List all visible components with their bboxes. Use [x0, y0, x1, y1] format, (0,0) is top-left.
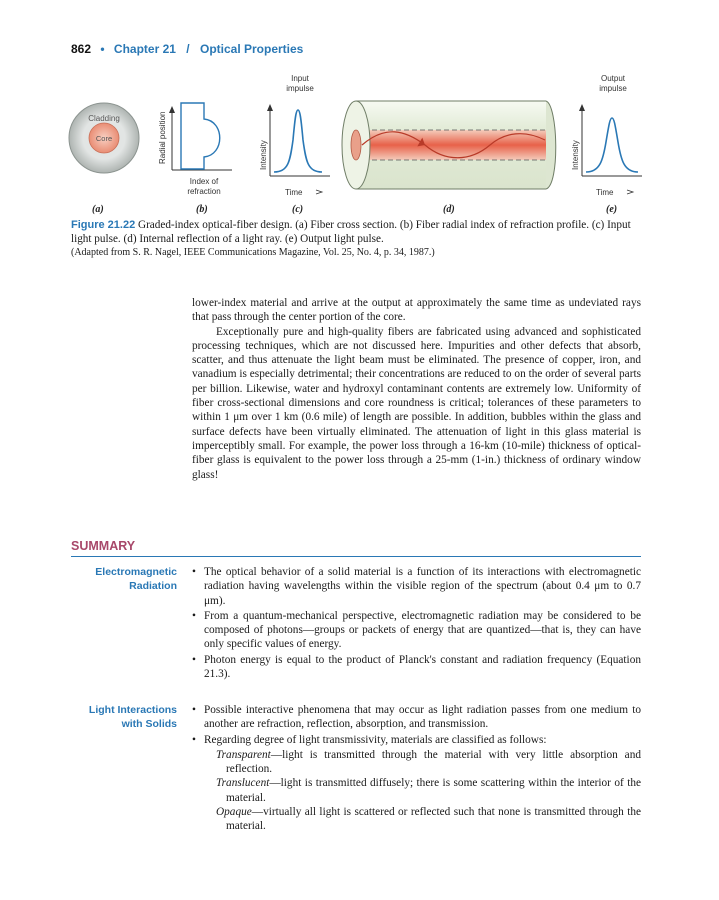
list-item: • Regarding degree of light transmissivity, materials are classified as follows:: [192, 733, 547, 746]
panel-c-time-arrow: [316, 190, 322, 194]
panel-d-letter: (d): [443, 204, 455, 215]
panel-c-input-pulse: [259, 74, 330, 215]
class-definition: —light is transmitted through the material with very little absorption and reflection.: [226, 748, 641, 776]
page-number: 862: [71, 42, 92, 56]
header-separator: •: [100, 42, 105, 56]
panel-b-index-profile: [158, 103, 232, 215]
bullet-text: From a quantum-mechanical perspective, electromagnetic radiation may be considered to be composed of photons—groups or packets of energy that are quantized—that is, they can have only specific values of energy.: [204, 609, 641, 651]
panel-b-letter: (b): [196, 204, 208, 215]
section-head-line: Electromagnetic: [95, 566, 177, 578]
summary-title: SUMMARY: [71, 539, 136, 553]
panel-c-title-2: impulse: [286, 84, 314, 93]
bullet-text: Photon energy is equal to the product of Planck's constant and radiation frequency (Equation 21.3).: [204, 653, 641, 681]
chapter-number: Chapter 21: [113, 42, 176, 56]
caption-text: Graded-index optical-fiber design. (a) Fiber cross section. (b) Fiber radial index of refraction profile. (c) Input light pulse. (d) Internal reflection of a light ray. (e) Output light pulse.: [71, 219, 631, 245]
fiber-core: [356, 130, 546, 160]
class-item-opaque: [192, 805, 641, 834]
core-label: Core: [95, 134, 113, 143]
section-head-light-interactions: [71, 703, 177, 731]
class-term: Opaque: [216, 806, 252, 819]
section-head-line: Light Interactions: [88, 704, 177, 716]
bullet-text: The optical behavior of a solid material is a function of its interactions with electromagnetic radiation having wavelengths within the visible region of the spectrum (about 0.4 μm to 0.7 μm).: [204, 566, 641, 607]
figure-21-22: [0, 0, 719, 220]
panel-e-y-label: Intensity: [571, 140, 580, 170]
panel-b-x-label-1: Index of: [189, 177, 219, 186]
list-item: • The optical behavior of a solid material is a function of its interactions with electromagnetic radiation having wavelengths within the visible region of the spectrum (about 0.4 μm to 0.7 μm).: [192, 566, 641, 607]
panel-e-y-arrow: [579, 104, 585, 111]
class-item-transparent: [192, 748, 641, 777]
fiber-far-end: [546, 101, 556, 189]
cladding-label: Cladding: [88, 114, 120, 123]
caption-source: (Adapted from S. R. Nagel, IEEE Communications Magazine, Vol. 25, No. 4, p. 34, 1987.): [71, 247, 435, 259]
caption-label: Figure 21.22: [71, 219, 136, 231]
panel-b-arrow: [169, 106, 175, 113]
section-head-em-radiation: [71, 565, 177, 593]
panel-e-title-2: impulse: [599, 84, 627, 93]
class-term: Transparent: [216, 748, 271, 761]
section-body-em-radiation: [192, 565, 641, 682]
bullet-text: Possible interactive phenomena that may occur as light radiation passes from one medium to another are refraction, reflection, absorption, and transmission.: [204, 704, 641, 731]
figure-caption: [71, 219, 641, 260]
class-term: Translucent: [216, 777, 270, 790]
chapter-title: Optical Properties: [199, 42, 304, 56]
section-body-light-interactions: [192, 703, 641, 834]
index-profile-curve: [181, 103, 220, 169]
panel-e-time-arrow: [627, 190, 633, 194]
list-item: • From a quantum-mechanical perspective, electromagnetic radiation may be considered to be composed of photons—groups or packets of energy that are quantized—that is, they can have only specific values of energy.: [192, 609, 641, 651]
panel-c-y-label: Intensity: [259, 140, 268, 170]
section-head-line: with Solids: [121, 718, 177, 730]
body-paragraph-1: lower-index material and arrive at the output at approximately the same time as undeviated rays that pass through the center portion of the core.: [192, 297, 641, 324]
panel-a-cross-section: [69, 103, 139, 215]
body-text: [192, 296, 641, 482]
fiber-end-core: [351, 130, 361, 160]
panel-d-fiber: [342, 101, 556, 215]
header-slash: /: [186, 42, 190, 56]
input-pulse-curve: [274, 110, 322, 172]
panel-e-letter: (e): [606, 204, 618, 215]
class-item-translucent: [192, 776, 641, 805]
panel-c-title-1: Input: [291, 74, 309, 83]
list-item: • Possible interactive phenomena that may occur as light radiation passes from one medium to another are refraction, reflection, absorption, and transmission.: [192, 704, 641, 731]
panel-e-title-1: Output: [600, 74, 626, 83]
section-head-line: Radiation: [129, 580, 177, 592]
list-item: • Photon energy is equal to the product of Planck's constant and radiation frequency (Equation 21.3).: [192, 653, 641, 681]
panel-c-x-label: Time: [285, 188, 303, 197]
panel-a-letter: (a): [92, 204, 104, 215]
body-paragraph-2: Exceptionally pure and high-quality fibers are fabricated using advanced and sophisticated processing techniques, which are not discussed here. Impurities and other defects that absorb, scatter, and thus attenuate the light beam must be eliminated. The presence of copper, iron, and vanadium is especially detrimental; their concentrations are reduced to on the order of several parts per billion. Likewise, water and hydroxyl contaminant contents are extremely low. Uniformity of fiber cross-sectional dimensions and core roundness is critical; tolerances of these parameters to within 1 μm over 1 km (0.6 mile) of length are possible. In addition, bubbles within the glass and surface defects have been virtually eliminated. The attenuation of light in this glass material is imperceptibly small. For example, the power loss through a 16-km (10-mile) thickness of optical-fiber glass is equivalent to the power loss through a 25-mm (1-in.) thickness of ordinary window glass!: [192, 325, 641, 481]
panel-e-x-label: Time: [596, 188, 614, 197]
summary-divider: [71, 556, 641, 557]
class-definition: —virtually all light is scattered or reflected such that none is transmitted through the material.: [226, 806, 641, 833]
panel-b-x-label-2: refraction: [187, 187, 221, 196]
panel-c-letter: (c): [292, 204, 304, 215]
class-definition: —light is transmitted diffusely; there is some scattering within the interior of the material.: [226, 777, 641, 804]
panel-b-y-label: Radial position: [158, 111, 167, 164]
output-pulse-curve: [586, 118, 638, 172]
bullet-text: Regarding degree of light transmissivity, materials are classified as follows:: [204, 733, 547, 746]
panel-c-y-arrow: [267, 104, 273, 111]
panel-e-output-pulse: [571, 74, 642, 215]
